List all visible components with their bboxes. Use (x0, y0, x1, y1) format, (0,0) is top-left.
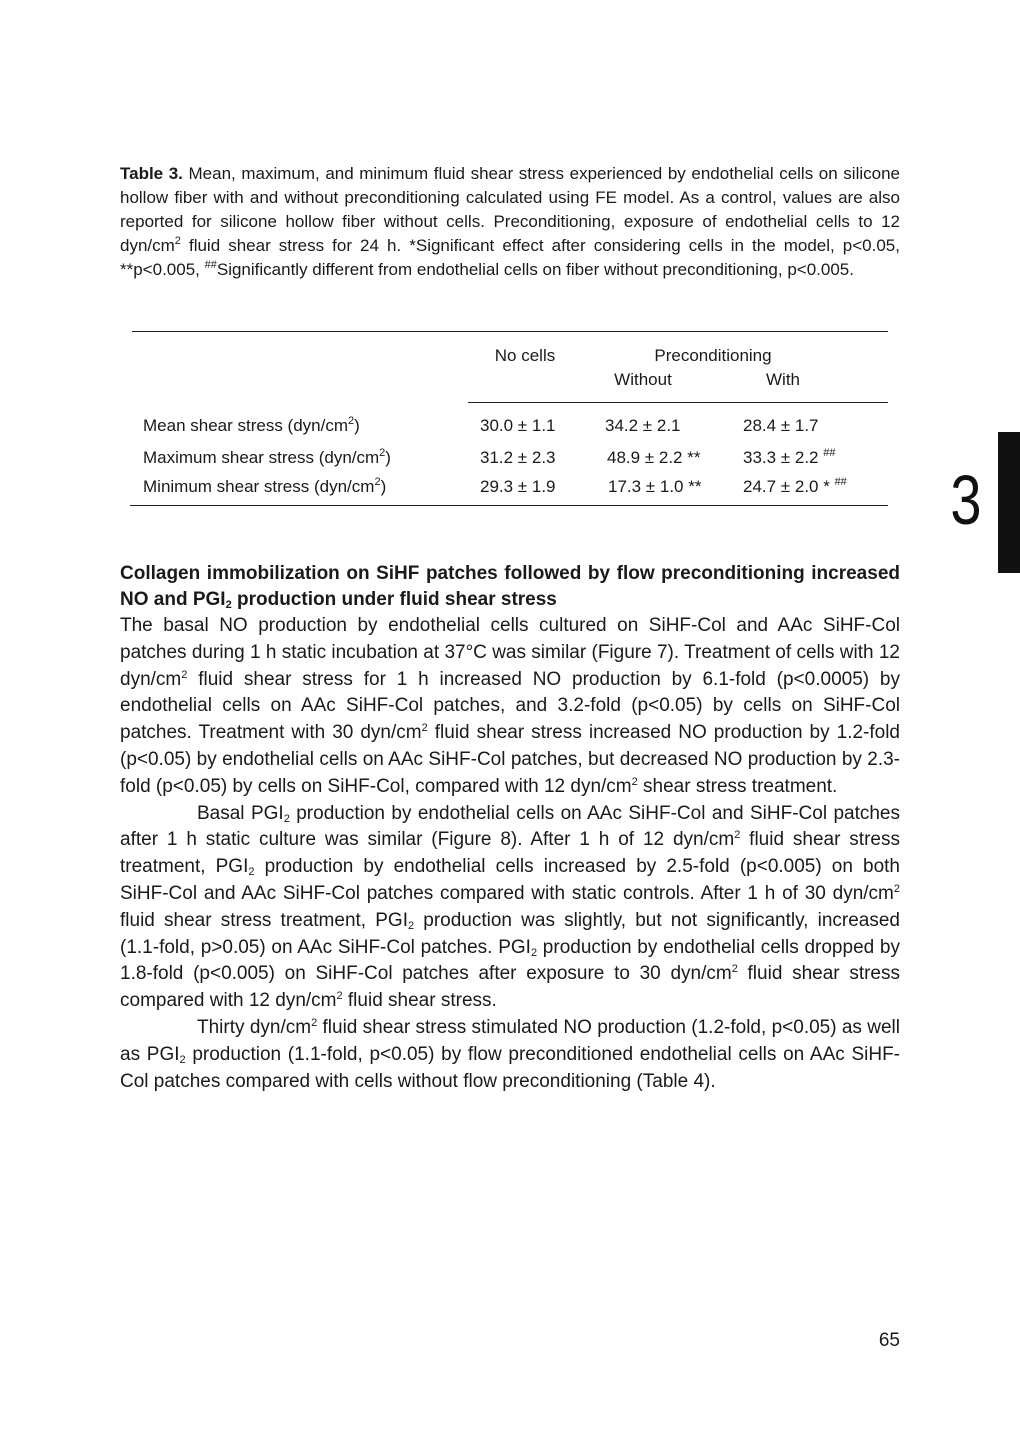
cell-maximum-no-cells: 31.2 ± 2.3 (480, 448, 556, 467)
table-bottom-rule (130, 505, 888, 506)
table-caption-label: Table 3. (120, 164, 183, 183)
paragraph-2: Basal $PGI_2$ production by endothelial cells on AAc SiHF-Col and SiHF-Col patches after 1 h static culture was similar (Figure 8). After 1 h of 12 dyn/$cm^2$ fluid shear stress treatment, $PGI_2$ production by endothelial cells increased by 2.5-fold (p<0.005) on both SiHF-Col and AAc SiHF-Col patches compared with static controls. After 1 h of 30 dyn/$cm^2$ fluid shear stress treatment, $PGI_2$ production was slightly, but not significantly, increased (1.1-fold, p>0.05) on AAc SiHF-Col patches. $PGI_2$ production by endothelial cells dropped by 1.8-fold (p<0.005) on SiHF-Col patches after exposure to 30 dyn/$cm^2$ fluid shear stress compared with 12 dyn/$cm^2$ fluid shear stress. (120, 802, 901, 1012)
chapter-number: 3 (950, 461, 982, 539)
paragraph-1: The basal NO production by endothelial cells cultured on SiHF-Col and AAc SiHF-Col patches during 1 h static incubation at 37°C was similar (Figure 7). Treatment of cells with 12 dyn/$cm^2$ fluid shear stress for 1 h increased NO production by 6.1-fold (p<0.0005) by endothelial cells on AAc SiHF-Col patches, and 3.2-fold (p<0.05) by cells on SiHF-Col patches. Treatment with 30 dyn/$cm^2$ fluid shear stress increased NO production by 1.2-fold (p<0.05) by endothelial cells on AAc SiHF-Col patches, but decreased NO production by 2.3-fold (p<0.05) by cells on SiHF-Col, compared with 12 dyn/$cm^2$ shear stress treatment. (120, 615, 900, 797)
cell-maximum-without: 48.9 ± 2.2 ** (607, 448, 701, 467)
paragraph-3: Thirty dyn/$cm^2$ fluid shear stress stimulated NO production (1.2-fold, p<0.05) as well as $PGI_2$ production (1.1-fold, p<0.05) by flow preconditioned endothelial cells on AAc SiHF-Col patches compared with cells without flow preconditioning (Table 4). (120, 1016, 901, 1092)
table-caption: Table 3. Mean, maximum, and minimum fluid shear stress experienced by endothelial cells on silicone hollow fiber with and without preconditioning calculated using FE model. As a control, values are also reported for silicone hollow fiber without cells. Preconditioning, exposure of endothelial cells to 12 dyn/$cm^2$ fluid shear stress for 24 h. *Significant effect after considering cells in the model, p<0.05, **p<0.005, ##Significantly different from endothelial cells on fiber without preconditioning, p<0.005. (120, 164, 900, 279)
section-heading: Collagen immobilization on SiHF patches followed by flow preconditioning increased NO and $PGI_2$ production under fluid shear stress (120, 563, 900, 611)
header-preconditioning: Preconditioning (654, 346, 772, 365)
cell-minimum-no-cells: 29.3 ± 1.9 (480, 477, 556, 496)
header-no-cells: No cells (494, 346, 556, 365)
page-number: 65 (878, 1330, 900, 1351)
chapter-tab-marker (998, 432, 1020, 573)
cell-minimum-without: 17.3 ± 1.0 ** (608, 477, 702, 496)
table-header-rule (468, 402, 888, 403)
cell-mean-with: 28.4 ± 1.7 (743, 416, 819, 435)
row-label-minimum: Minimum shear stress $(dyn/cm^2)$ (143, 476, 387, 496)
cell-mean-no-cells: 30.0 ± 1.1 (480, 416, 556, 435)
row-label-mean: Mean shear stress $(dyn/cm^2)$ (143, 415, 360, 435)
cell-mean-without: 34.2 ± 2.1 (605, 416, 681, 435)
cell-minimum-with: 24.7 ± 2.0 * ## (743, 476, 847, 496)
row-label-maximum: Maximum shear stress $(dyn/cm^2)$ (143, 447, 391, 467)
body-text (120, 613, 900, 1095)
cell-maximum-with: 33.3 ± 2.2 ## (743, 447, 836, 467)
table-top-rule (132, 331, 888, 332)
header-with: With (766, 370, 800, 389)
header-without: Without (614, 370, 672, 389)
